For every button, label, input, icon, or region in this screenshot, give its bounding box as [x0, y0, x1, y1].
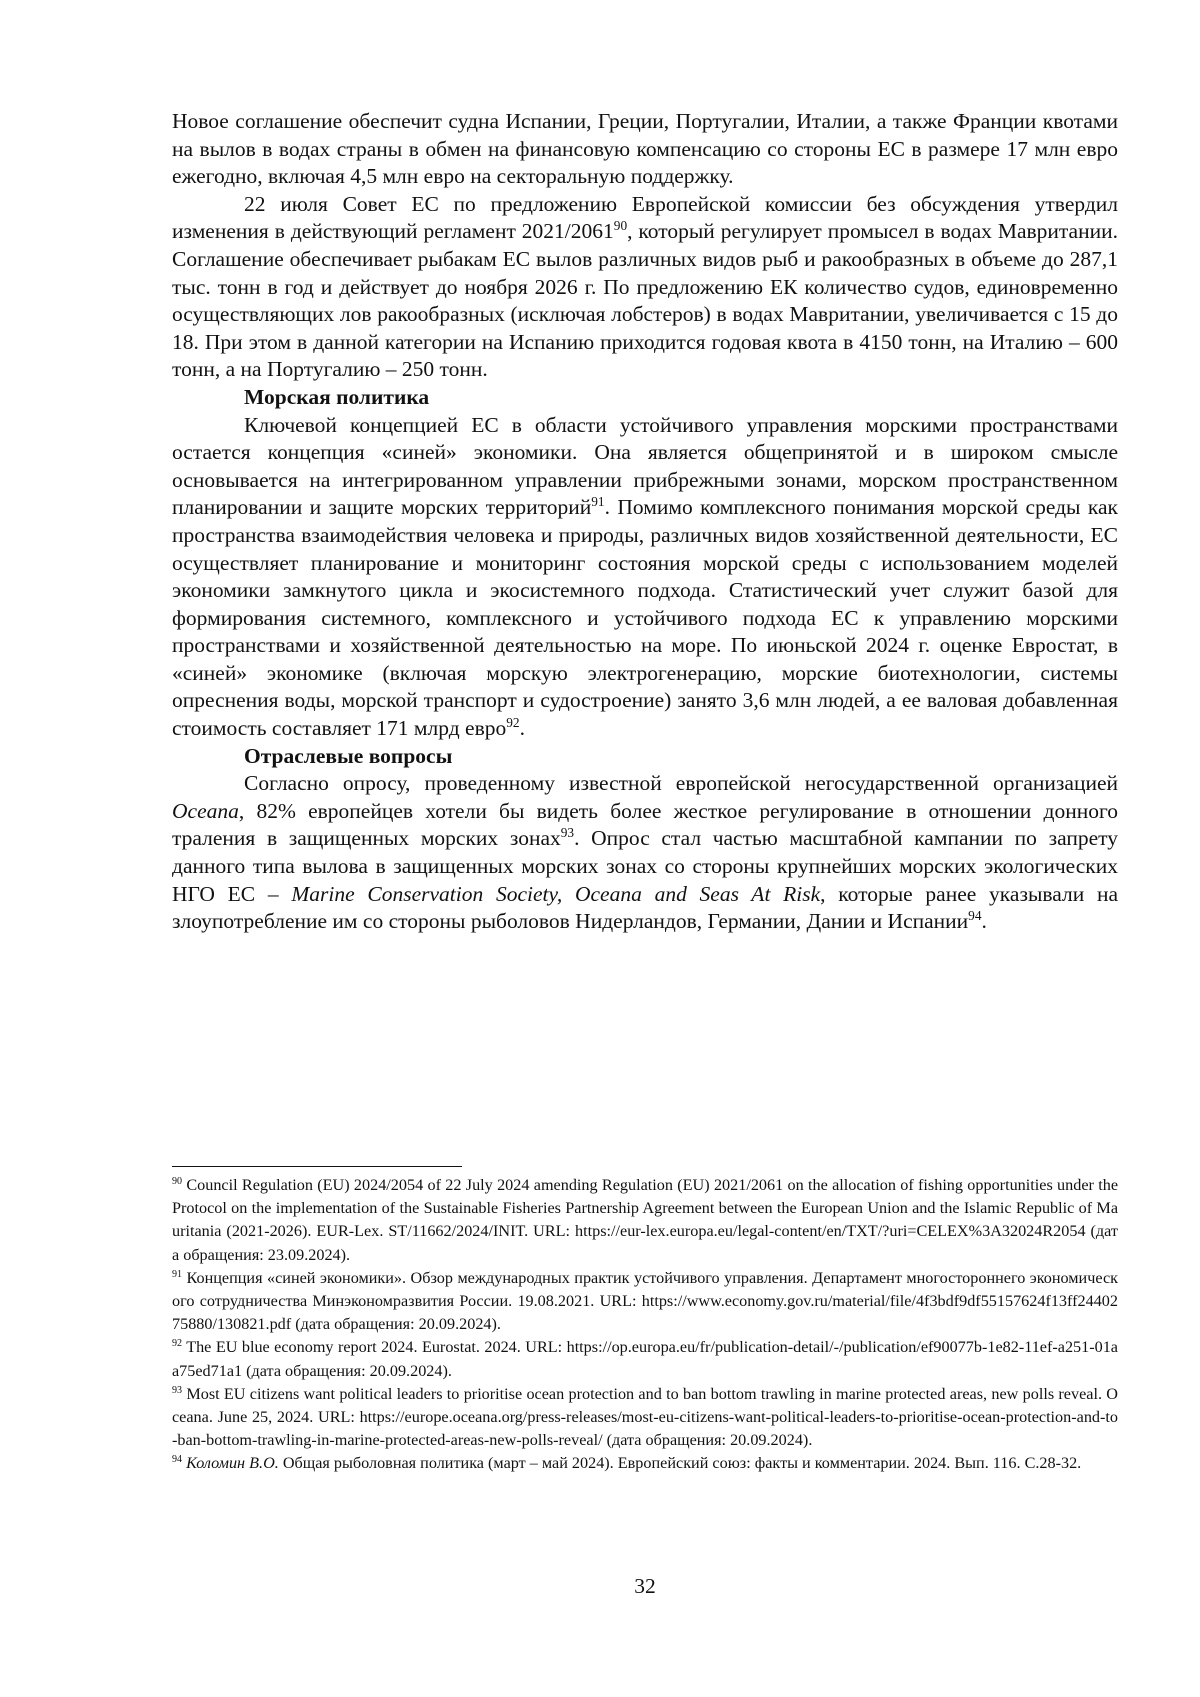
footnote-ref: 94 — [968, 907, 982, 923]
text-segment: . Опрос стал частью масштабной кампании по запрету данного типа вылова в защищенных морских зонах со стороны крупнейших морских экологических НГО ЕС – — [172, 826, 1118, 906]
text-segment: Ключевой концепцией ЕС в области устойчивого управления морскими пространствами остается концепция «синей» экономики. Она является общепринятой и в широком смысле основывается на интегрированном управлении прибрежными зонами, морском пространственном планировании и защите морских территорий — [172, 412, 1118, 520]
footnote — [172, 1336, 1118, 1382]
footnote — [172, 1383, 1118, 1453]
text-segment: Общая рыболовная политика (март – май 2024). Европейский союз: факты и комментарии. 2024. Вып. 116. С.28-32. — [278, 1454, 1082, 1473]
footnote-number: 91 — [172, 1268, 183, 1280]
footnote — [172, 1267, 1118, 1337]
text-segment: . — [519, 716, 525, 741]
body-paragraph — [172, 770, 1118, 936]
text-segment: , который регулирует промысел в водах Мавритании. Соглашение обеспечивает рыбакам ЕС вылов различных видов рыб и ракообразных в объеме до 287,1 тыс. тонн в год и действует до ноября 2026 г. По предложению ЕК количество судов, единовременно осуществляющих лов ракообразных (исключая лобстеров) в водах Мавритании, увеличивается с 15 до 18. При этом в данной категории на Испанию приходится годовая квота в 4150 тонн, на Италию – 600 тонн, а на Португалию – 250 тонн. — [172, 219, 1118, 382]
section-heading: Морская политика — [244, 384, 430, 409]
body-paragraph — [172, 108, 1118, 191]
body-paragraph — [172, 191, 1118, 384]
text-segment: . — [981, 909, 987, 934]
footnote-ref: 92 — [506, 714, 520, 730]
footnote-ref: 91 — [591, 494, 605, 510]
text-segment: The EU blue economy report 2024. Eurostat. 2024. URL: https://op.europa.eu/fr/publication-detail/-/publication/ef90077b-1e82-11ef-a251-01aa75ed71a1 (дата обращения: 20.09.2024). — [172, 1338, 1118, 1380]
text-segment: Most EU citizens want political leaders to prioritise ocean protection and to ban bottom trawling in marine protected areas, new polls reveal. Oceana. June 25, 2024. URL: https://europe.oceana.org/press-releases/most-eu-citizens-want-political-leaders-to-prioritise-ocean-protection-and-to-ban-bottom-trawling-in-marine-protected-areas-new-polls-reveal/ (дата обращения: 20.09.2024). — [172, 1384, 1118, 1450]
italic-text: Коломин В.О. — [186, 1454, 279, 1473]
footnote-number: 90 — [172, 1175, 183, 1187]
text-segment: Концепция «синей экономики». Обзор международных практик устойчивого управления. Департамент многостороннего экономического сотрудничества Минэкономразвития России. 19.08.2021. URL: https://www.economy.gov.ru/material/file/4f3bdf9df55157624f13ff2440275880/130821.pdf (дата обращения: 20.09.2024). — [172, 1268, 1118, 1334]
footnotes — [172, 1174, 1118, 1476]
footnote-ref: 90 — [613, 218, 628, 234]
section-heading: Отраслевые вопросы — [244, 743, 453, 768]
page-number: 32 — [634, 1574, 656, 1598]
text-segment: Council Regulation (EU) 2024/2054 of 22 July 2024 amending Regulation (EU) 2021/2061 on the allocation of fishing opportunities under the Protocol on the implementation of the Sustainable Fisheries Partnership Agreement between the European Union and the Islamic Republic of Mauritania (2021-2026). EUR-Lex. ST/11662/2024/INIT. URL: https://eur-lex.europa.eu/legal-content/en/TXT/?uri=CELEX%3A32024R2054 (дата обращения: 23.09.2024). — [172, 1176, 1118, 1264]
footnote-number: 94 — [172, 1454, 183, 1466]
main-text — [172, 108, 1118, 936]
text-segment: , которые ранее указывали на злоупотребление им со стороны рыболовов Нидерландов, Германии, Дании и Испании — [172, 881, 1119, 934]
footnote-number: 92 — [172, 1338, 183, 1350]
footnote — [172, 1174, 1118, 1267]
text-segment: . Помимо комплексного понимания морской среды как пространства взаимодействия человека и природы, различных видов хозяйственной деятельности, ЕС осуществляет планирование и мониторинг состояния морской среды с использованием моделей экономики замкнутого цикла и экосистемного подхода. Статистический учет служит базой для формирования системного, комплексного и устойчивого подхода ЕС к управлению морскими пространствами и хозяйственной деятельностью на море. По июньской 2024 г. оценке Евростат, в «синей» экономике (включая морскую электрогенерацию, морские биотехнологии, системы опреснения воды, морской транспорт и судостроение) занято 3,6 млн людей, а ее валовая добавленная стоимость составляет 171 млрд евро — [172, 495, 1118, 741]
body-paragraph — [172, 412, 1118, 743]
footnote-number: 93 — [172, 1384, 183, 1396]
italic-text: Marine Conservation Society, Oceana and Seas At Risk — [291, 881, 821, 906]
footnote-ref: 93 — [560, 825, 575, 841]
footnote — [172, 1452, 1118, 1475]
text-segment: Согласно опросу, проведенному известной европейской негосударственной организацией — [244, 771, 1118, 796]
text-segment: , 82% европейцев хотели бы видеть более жесткое регулирование в отношении донного траления в защищенных морских зонах — [172, 798, 1118, 851]
text-segment: 22 июля Совет ЕС по предложению Европейской комиссии без обсуждения утвердил изменения в действующий регламент 2021/2061 — [172, 191, 1118, 244]
text-segment: Новое соглашение обеспечит судна Испании, Греции, Португалии, Италии, а также Франции квотами на вылов в водах страны в обмен на финансовую компенсацию со стороны ЕС в размере 17 млн евро ежегодно, включая 4,5 млн евро на секторальную поддержку. — [172, 109, 1118, 189]
italic-text: Oceana — [172, 798, 239, 823]
footnote-separator — [172, 1166, 462, 1167]
